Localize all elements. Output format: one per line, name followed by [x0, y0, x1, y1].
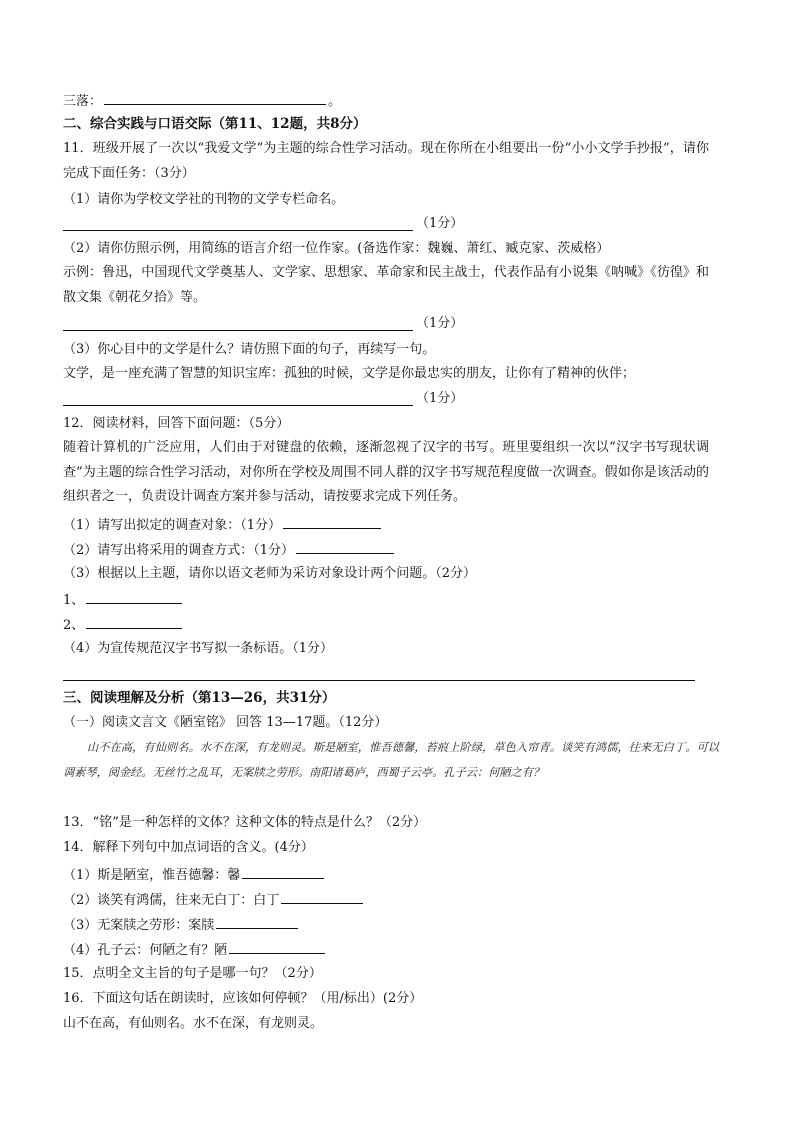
- question-14-2-text: （2）谈笑有鸿儒，往来无白丁：白丁: [63, 893, 280, 908]
- answer-blank-14-2[interactable]: [281, 891, 363, 904]
- item-number: 2、: [63, 618, 85, 633]
- answer-blank[interactable]: [104, 92, 326, 105]
- score-label-11-3: （1分）: [416, 391, 464, 406]
- score-label-11-2: （1分）: [416, 316, 464, 331]
- question-13: 13．“铭”是一种怎样的文体？这种文体的特点是什么？（2分）: [63, 815, 427, 830]
- question-11-3: （3）你心目中的文学是什么？请仿照下面的句子，再续写一句。: [63, 342, 436, 357]
- answer-line-11-2[interactable]: [63, 330, 413, 331]
- section-2-heading: 二、综合实践与口语交际（第11、12题，共8分）: [63, 116, 367, 132]
- answer-blank-14-3[interactable]: [216, 916, 298, 929]
- question-12-2: [63, 541, 396, 559]
- answer-line-11-1[interactable]: [63, 230, 413, 231]
- question-11-1: （1）请你为学校文学社的刊物的文学专栏命名。: [63, 192, 345, 207]
- question-14-4-text: （4）孔子云：何陋之有？陋: [63, 943, 228, 958]
- question-16: 16．下面这句话在朗读时，应该如何停顿？（用/标出）(2分）: [63, 991, 423, 1006]
- question-14-1-text: （1）斯是陋室，惟吾德馨：馨: [63, 868, 241, 883]
- line-three-luo: [63, 92, 341, 110]
- question-12-material: 随着计算机的广泛应用，人们由于对键盘的依赖，逐渐忽视了汉字的书写。班里要组织一次以“汉字书写现状调查”为主题的综合性学习活动，对你所在学校及周围不同人群的汉字书写规范程度做一次调查。假如你是该活动的组织者之一，负责设计调查方案并参与活动，请按要求完成下列任务。: [63, 440, 709, 505]
- question-12-2-text: （2）请写出将采用的调查方式：（1分）: [63, 543, 295, 558]
- part-1-heading: （一）阅读文言文《陋室铭》 回答 13—17题。（12分）: [63, 715, 388, 730]
- answer-blank-12-3-a[interactable]: [86, 591, 182, 604]
- answer-blank-12-2[interactable]: [296, 541, 394, 554]
- section-3-heading: 三、阅读理解及分析（第13—26，共31分）: [63, 690, 336, 706]
- question-12-4: （4）为宣传规范汉字书写拟一条标语。（1分）: [63, 641, 334, 656]
- question-11: 11．班级开展了一次以“我爱文学”为主题的综合性学习活动。现在你所在小组要出一份“小小文学手抄报”，请你完成下面任务：（3分）: [63, 141, 709, 181]
- question-14-2: [63, 891, 365, 909]
- question-11-example: 示例：鲁迅，中国现代文学奠基人、文学家、思想家、革命家和民主战士，代表作品有小说集《呐喊》《彷徨》和散文集《朝花夕拾》等。: [63, 265, 709, 305]
- line-prefix: 三落：: [63, 94, 103, 109]
- question-11-3-sentence: 文学，是一座充满了智慧的知识宝库：孤独的时候，文学是你最忠实的朋友，让你有了精神的伙伴；: [63, 366, 636, 381]
- answer-blank-14-4[interactable]: [229, 941, 325, 954]
- question-12-1-text: （1）请写出拟定的调查对象：（1分）: [63, 518, 282, 533]
- answer-line-12-4[interactable]: [63, 680, 695, 681]
- answer-blank-12-3-b[interactable]: [86, 616, 182, 629]
- line-suffix: 。: [328, 94, 342, 109]
- answer-blank-14-1[interactable]: [242, 866, 324, 879]
- question-14: 14．解释下列句中加点词语的含义。(4分）: [63, 840, 314, 855]
- question-14-3-text: （3）无案牍之劳形：案牍: [63, 918, 215, 933]
- question-12-1: [63, 516, 383, 534]
- question-14-1: [63, 866, 326, 884]
- question-12-3-b: [63, 616, 184, 634]
- question-14-3: [63, 916, 300, 934]
- question-15: 15．点明全文主旨的句子是哪一句？（2分）: [63, 966, 322, 981]
- question-12-3-a: [63, 591, 184, 609]
- classical-passage: 山不在高，有仙则名。水不在深，有龙则灵。斯是陋室，惟吾德馨，苔痕上阶绿，草色入帘青。谈笑有鸿儒，往来无白丁。可以调素琴，阅金经。无丝竹之乱耳，无案牍之劳形。南阳诸葛庐，西蜀子云亭。孔子云：何陋之有？: [63, 741, 719, 779]
- score-label-11-1: （1分）: [416, 216, 464, 231]
- question-12: 12．阅读材料，回答下面问题：（5分）: [63, 416, 290, 431]
- question-14-4: [63, 941, 327, 959]
- question-11-2: （2）请你仿照示例，用简练的语言介绍一位作家。(备选作家：魏巍、萧红、臧克家、茨威格）: [63, 241, 610, 256]
- question-12-3: （3）根据以上主题，请你以语文老师为采访对象设计两个问题。（2分）: [63, 566, 477, 581]
- item-number: 1、: [63, 593, 85, 608]
- question-16-sentence: 山不在高，有仙则名。水不在深，有龙则灵。: [63, 1016, 324, 1031]
- answer-blank-12-1[interactable]: [283, 516, 381, 529]
- answer-line-11-3[interactable]: [63, 405, 413, 406]
